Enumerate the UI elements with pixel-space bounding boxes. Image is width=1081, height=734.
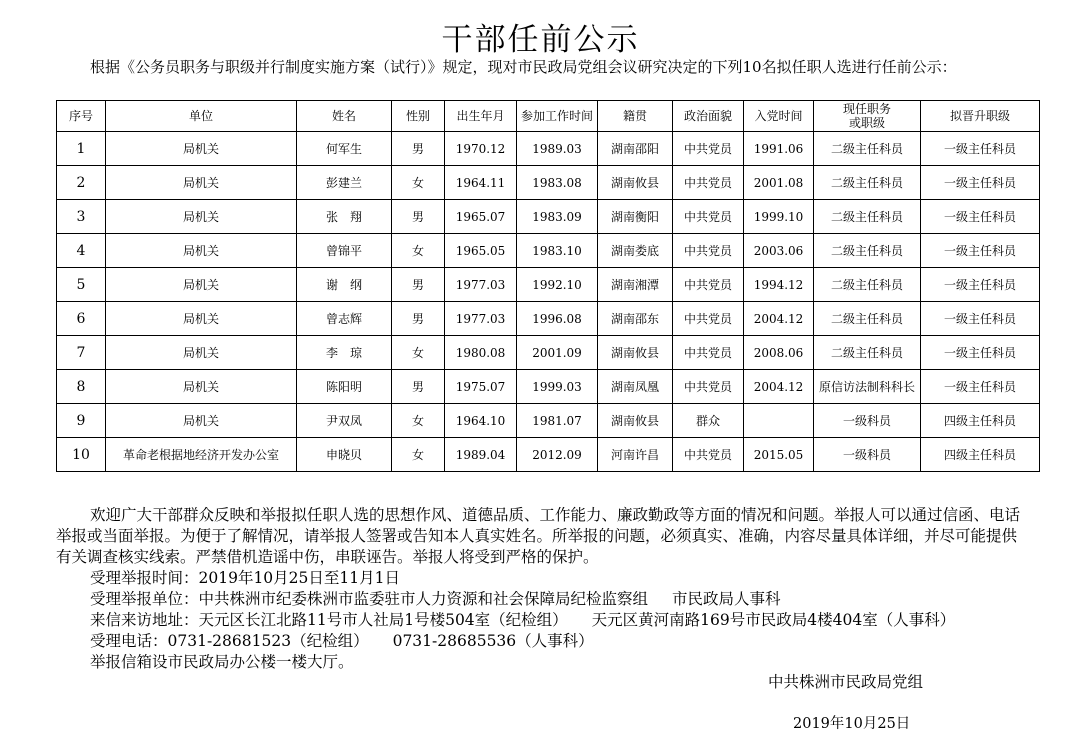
cell-political: 中共党员 (673, 166, 744, 200)
cell-party-join: 2015.05 (744, 438, 814, 472)
cell-gender: 女 (392, 234, 445, 268)
cell-birth: 1977.03 (445, 268, 517, 302)
cell-birth: 1964.11 (445, 166, 517, 200)
cell-political: 中共党员 (673, 370, 744, 404)
cell-party-join: 1994.12 (744, 268, 814, 302)
cell-work-start: 2012.09 (517, 438, 598, 472)
cell-seq: 8 (57, 370, 106, 404)
header-gender: 性别 (392, 101, 445, 132)
cell-gender: 男 (392, 132, 445, 166)
intro-paragraph: 根据《公务员职务与职级并行制度实施方案（试行）》规定，现对市民政局党组会议研究决定的下列10名拟任职人选进行任前公示： (90, 58, 957, 76)
signature-date: 2019年10月25日 (793, 716, 911, 732)
notice-body (56, 505, 1032, 673)
cell-work-start: 1989.03 (517, 132, 598, 166)
cell-proposed: 一级主任科员 (921, 336, 1040, 370)
cell-birth: 1975.07 (445, 370, 517, 404)
cell-work-start: 1983.08 (517, 166, 598, 200)
cell-work-start: 1999.03 (517, 370, 598, 404)
header-name: 姓名 (297, 101, 392, 132)
cell-political: 中共党员 (673, 302, 744, 336)
cell-party-join: 2001.08 (744, 166, 814, 200)
cell-party-join: 1991.06 (744, 132, 814, 166)
cell-origin: 湖南凤凰 (598, 370, 673, 404)
cell-party-join: 2004.12 (744, 302, 814, 336)
cell-political: 中共党员 (673, 438, 744, 472)
cell-unit: 局机关 (106, 200, 297, 234)
table-row (57, 438, 1040, 472)
cell-origin: 湖南邵东 (598, 302, 673, 336)
table-row (57, 404, 1040, 438)
report-unit-b: 市民政局人事科 (672, 590, 781, 608)
cell-current: 二级主任科员 (814, 268, 921, 302)
cell-current: 二级主任科员 (814, 200, 921, 234)
cell-proposed: 一级主任科员 (921, 234, 1040, 268)
cell-name: 尹双凤 (297, 404, 392, 438)
report-time: 受理举报时间：2019年10月25日至11月1日 (90, 569, 400, 587)
cell-unit: 局机关 (106, 166, 297, 200)
cell-name: 申晓贝 (297, 438, 392, 472)
cell-name: 彭建兰 (297, 166, 392, 200)
header-party-join: 入党时间 (744, 101, 814, 132)
cell-origin: 湖南攸县 (598, 404, 673, 438)
cell-seq: 4 (57, 234, 106, 268)
cell-proposed: 四级主任科员 (921, 404, 1040, 438)
cell-seq: 5 (57, 268, 106, 302)
cell-current: 原信访法制科科长 (814, 370, 921, 404)
table-row (57, 234, 1040, 268)
header-proposed: 拟晋升职级 (921, 101, 1040, 132)
cell-gender: 女 (392, 404, 445, 438)
cell-name: 陈阳明 (297, 370, 392, 404)
cell-current: 一级科员 (814, 404, 921, 438)
report-addresses (56, 610, 1032, 631)
table-row (57, 200, 1040, 234)
cell-political: 中共党员 (673, 200, 744, 234)
cell-birth: 1970.12 (445, 132, 517, 166)
cell-unit: 局机关 (106, 404, 297, 438)
cell-proposed: 一级主任科员 (921, 268, 1040, 302)
cell-unit: 局机关 (106, 302, 297, 336)
cell-party-join: 2008.06 (744, 336, 814, 370)
cell-work-start: 1983.09 (517, 200, 598, 234)
cell-birth: 1980.08 (445, 336, 517, 370)
cell-unit: 局机关 (106, 370, 297, 404)
cell-work-start: 1992.10 (517, 268, 598, 302)
cell-gender: 男 (392, 268, 445, 302)
report-phone-a: 受理电话：0731-28681523（纪检组） (90, 632, 369, 650)
header-political: 政治面貌 (673, 101, 744, 132)
cell-unit: 革命老根据地经济开发办公室 (106, 438, 297, 472)
cell-gender: 女 (392, 438, 445, 472)
cell-origin: 河南许昌 (598, 438, 673, 472)
header-unit: 单位 (106, 101, 297, 132)
header-current-position (814, 101, 921, 132)
cell-name: 张 翔 (297, 200, 392, 234)
cell-current: 二级主任科员 (814, 234, 921, 268)
table-header-row (57, 101, 1040, 132)
cell-seq: 2 (57, 166, 106, 200)
cell-origin: 湖南娄底 (598, 234, 673, 268)
cell-unit: 局机关 (106, 132, 297, 166)
cell-proposed: 四级主任科员 (921, 438, 1040, 472)
cell-party-join: 1999.10 (744, 200, 814, 234)
report-phone-b: 0731-28685536（人事科） (392, 632, 594, 650)
report-mailbox: 举报信箱设市民政局办公楼一楼大厅。 (90, 653, 354, 671)
report-units (56, 589, 1032, 610)
report-address-b: 天元区黄河南路169号市民政局4楼404室（人事科） (591, 611, 956, 629)
cell-current: 二级主任科员 (814, 336, 921, 370)
cell-gender: 女 (392, 166, 445, 200)
cell-origin: 湖南邵阳 (598, 132, 673, 166)
cell-unit: 局机关 (106, 336, 297, 370)
cell-current: 二级主任科员 (814, 132, 921, 166)
cell-origin: 湖南攸县 (598, 166, 673, 200)
cell-current: 二级主任科员 (814, 166, 921, 200)
table-row (57, 132, 1040, 166)
cell-birth: 1965.07 (445, 200, 517, 234)
cell-gender: 男 (392, 302, 445, 336)
cell-proposed: 一级主任科员 (921, 166, 1040, 200)
cell-political: 中共党员 (673, 234, 744, 268)
cell-gender: 男 (392, 370, 445, 404)
cell-seq: 10 (57, 438, 106, 472)
report-unit-a: 受理举报单位：中共株洲市纪委株洲市监委驻市人力资源和社会保障局纪检监察组 (90, 590, 649, 608)
cell-party-join: 2003.06 (744, 234, 814, 268)
cell-origin: 湖南衡阳 (598, 200, 673, 234)
cell-proposed: 一级主任科员 (921, 370, 1040, 404)
cell-gender: 女 (392, 336, 445, 370)
header-seq: 序号 (57, 101, 106, 132)
cell-birth: 1977.03 (445, 302, 517, 336)
cell-origin: 湖南湘潭 (598, 268, 673, 302)
report-address-a: 来信来访地址：天元区长江北路11号市人社局1号楼504室（纪检组） (90, 611, 568, 629)
cell-proposed: 一级主任科员 (921, 200, 1040, 234)
cell-work-start: 2001.09 (517, 336, 598, 370)
header-birth: 出生年月 (445, 101, 517, 132)
cell-seq: 7 (57, 336, 106, 370)
cell-seq: 3 (57, 200, 106, 234)
notice-paragraph: 欢迎广大干部群众反映和举报拟任职人选的思想作风、道德品质、工作能力、廉政勤政等方面的情况和问题。举报人可以通过信函、电话举报或当面举报。为便于了解情况，请举报人签署或告知本人真实姓名。所举报的问题，必须真实、准确，内容尽量具体详细，并尽可能提供有关调查核实线索。严禁借机造谣中伤，串联诬告。举报人将受到严格的保护。 (56, 506, 1021, 566)
cell-origin: 湖南攸县 (598, 336, 673, 370)
table-row (57, 166, 1040, 200)
cell-birth: 1965.05 (445, 234, 517, 268)
cell-seq: 9 (57, 404, 106, 438)
cell-name: 曾锦平 (297, 234, 392, 268)
cell-proposed: 一级主任科员 (921, 302, 1040, 336)
cell-political: 群众 (673, 404, 744, 438)
cell-party-join (744, 404, 814, 438)
document-title: 干部任前公示 (441, 22, 640, 58)
cell-current: 二级主任科员 (814, 302, 921, 336)
cell-name: 李 琼 (297, 336, 392, 370)
header-work-start: 参加工作时间 (517, 101, 598, 132)
cell-unit: 局机关 (106, 268, 297, 302)
cell-party-join: 2004.12 (744, 370, 814, 404)
table-row (57, 302, 1040, 336)
cell-unit: 局机关 (106, 234, 297, 268)
cell-birth: 1989.04 (445, 438, 517, 472)
table-row (57, 336, 1040, 370)
cell-proposed: 一级主任科员 (921, 132, 1040, 166)
cell-name: 谢 纲 (297, 268, 392, 302)
signature-org: 中共株洲市民政局党组 (768, 673, 924, 691)
cell-gender: 男 (392, 200, 445, 234)
cell-name: 何军生 (297, 132, 392, 166)
cell-work-start: 1996.08 (517, 302, 598, 336)
table-row (57, 370, 1040, 404)
header-origin: 籍贯 (598, 101, 673, 132)
cell-current: 一级科员 (814, 438, 921, 472)
cell-political: 中共党员 (673, 132, 744, 166)
table-row (57, 268, 1040, 302)
cell-political: 中共党员 (673, 268, 744, 302)
report-phones (56, 631, 1032, 652)
header-current-line1: 现任职务 (842, 102, 891, 116)
cell-birth: 1964.10 (445, 404, 517, 438)
cell-name: 曾志辉 (297, 302, 392, 336)
cell-political: 中共党员 (673, 336, 744, 370)
cell-work-start: 1983.10 (517, 234, 598, 268)
table-body (57, 132, 1040, 472)
header-current-line2: 或职级 (848, 116, 885, 130)
cell-seq: 6 (57, 302, 106, 336)
candidate-table (56, 100, 1040, 472)
cell-work-start: 1981.07 (517, 404, 598, 438)
cell-seq: 1 (57, 132, 106, 166)
